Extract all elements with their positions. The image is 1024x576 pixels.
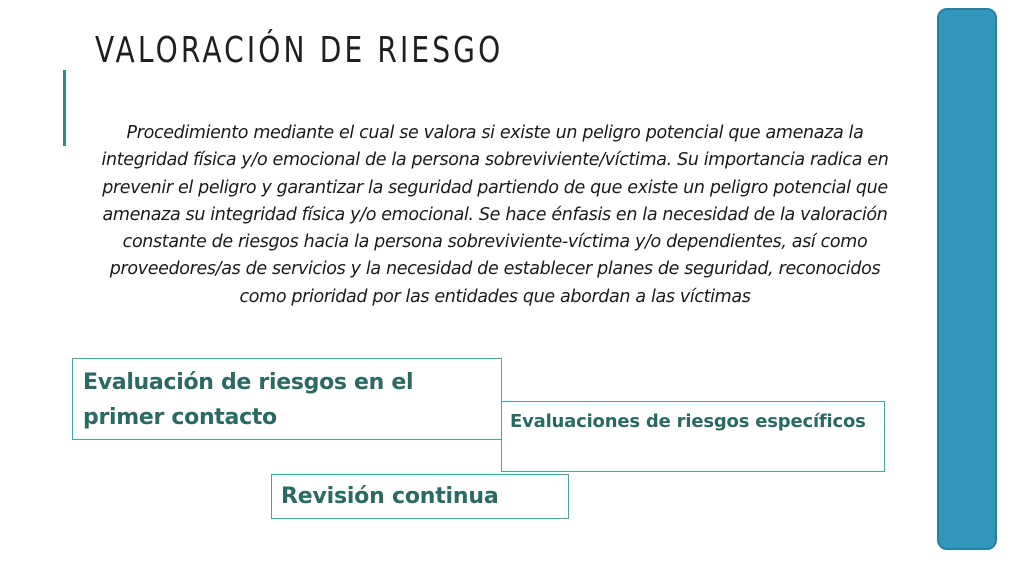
slide-title: VALORACIÓN DE RIESGO xyxy=(95,30,504,71)
slide-body-text: Procedimiento mediante el cual se valora si existe un peligro potencial que amenaza la integridad física y/o emocional de la persona sobreviviente/víctima. Su importancia radica en prevenir el peligro y garantizar la seguridad partiendo de que existe un peligro potencial que amenaza su integridad física y/o emocional. Se hace énfasis en la necesidad de la valoración constante de riesgos hacia la persona sobreviviente-víctima y/o dependientes, así como proveedores/as de servicios y la necesidad de establecer planes de seguridad, reconocidos como prioridad por las entidades que abordan a las víctimas xyxy=(101,123,889,307)
side-decor-bar xyxy=(937,8,997,550)
box-specific-assessments: Evaluaciones de riesgos específicos xyxy=(501,401,885,472)
box-continuous-review: Revisión continua xyxy=(271,474,569,519)
box-first-contact-assessment: Evaluación de riesgos en el primer contacto xyxy=(72,358,502,440)
title-accent-line xyxy=(63,70,66,146)
